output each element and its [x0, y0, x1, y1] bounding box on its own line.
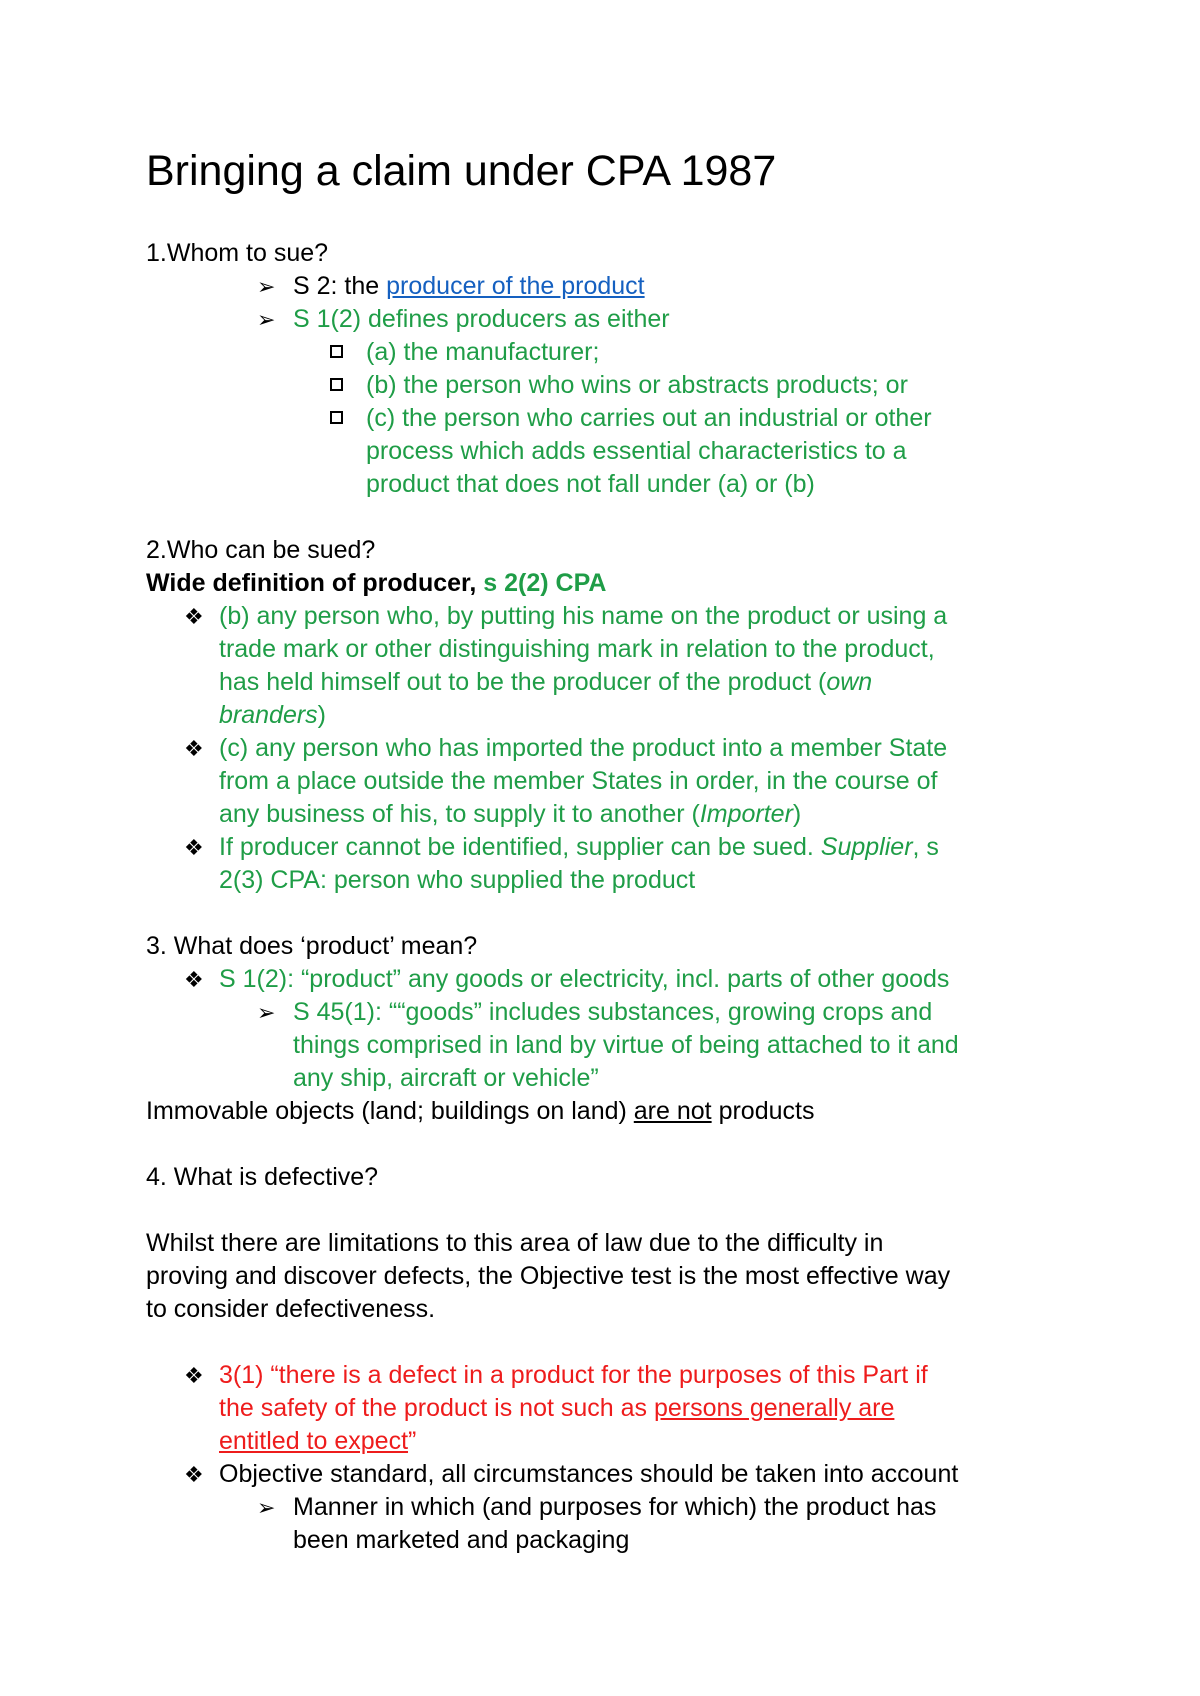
- s2-b-line-4-italic: branders: [219, 701, 318, 729]
- s2-b-line-3-text: has held himself out to be the producer of the product (: [219, 668, 827, 696]
- s3-sub-line-2: things comprised in land by virtue of being attached to it and: [293, 1031, 959, 1059]
- s4-objective-standard: Objective standard, all circumstances should be taken into account: [219, 1460, 959, 1488]
- immovable-note-text: Immovable objects (land; buildings on land): [146, 1097, 634, 1125]
- diamond-bullet-icon: ❖: [184, 736, 204, 761]
- s2-d-line-2: 2(3) CPA: person who supplied the product: [219, 866, 696, 894]
- section-1-heading: 1.Whom to sue?: [146, 239, 329, 267]
- s2-c-line-3-italic: Importer: [699, 800, 793, 828]
- diamond-bullet-icon: ❖: [184, 1363, 204, 1388]
- arrow-bullet-icon: ➢: [257, 307, 276, 332]
- s1-bullet-1: [293, 270, 645, 303]
- s4-quote-line-2: [219, 1392, 894, 1425]
- s2-b-line-4: [219, 699, 326, 732]
- square-bullet-icon: [330, 345, 343, 358]
- s2-d-line-1-close: , s: [912, 833, 939, 861]
- square-bullet-icon: [330, 411, 343, 424]
- arrow-bullet-icon: ➢: [257, 274, 276, 299]
- section-4-heading: 4. What is defective?: [146, 1163, 379, 1191]
- s1-option-c-line-2: process which adds essential characteristics to a: [366, 437, 907, 465]
- s2-d-line-1: [219, 831, 939, 864]
- s2-b-line-2: trade mark or other distinguishing mark in relation to the product,: [219, 635, 935, 663]
- s4-paragraph-line-3: to consider defectiveness.: [146, 1295, 436, 1323]
- s3-sub-line-1: S 45(1): ““goods” includes substances, growing crops and: [293, 998, 933, 1026]
- s2-c-line-3-text: any business of his, to supply it to another (: [219, 800, 700, 828]
- section-2-subheading: [146, 567, 606, 600]
- s3-sub-line-3: any ship, aircraft or vehicle”: [293, 1064, 599, 1092]
- immovable-note-underlined: are not: [633, 1097, 712, 1125]
- s4-manner-line-2: been marketed and packaging: [293, 1526, 630, 1554]
- s2-b-line-3-italic: own: [826, 668, 873, 696]
- s2-b-line-4-text: ): [317, 701, 326, 729]
- s4-paragraph-line-2: proving and discover defects, the Objective test is the most effective way: [146, 1262, 951, 1290]
- s2-c-line-3: [219, 798, 801, 831]
- s4-quote-line-2-text: the safety of the product is not such as: [219, 1394, 654, 1422]
- immovable-objects-note: [146, 1095, 814, 1128]
- s1-option-b: (b) the person who wins or abstracts products; or: [366, 371, 908, 399]
- arrow-bullet-icon: ➢: [257, 1495, 276, 1520]
- arrow-bullet-icon: ➢: [257, 1000, 276, 1025]
- immovable-note-end: products: [711, 1097, 815, 1125]
- diamond-bullet-icon: ❖: [184, 604, 204, 629]
- s4-paragraph-line-1: Whilst there are limitations to this area of law due to the difficulty in: [146, 1229, 884, 1257]
- s4-manner-line-1: Manner in which (and purposes for which) the product has: [293, 1493, 937, 1521]
- s4-quote-line-3-close: ”: [408, 1427, 417, 1455]
- document-title: Bringing a claim under CPA 1987: [146, 147, 777, 195]
- s2-c-line-2: from a place outside the member States in order, in the course of: [219, 767, 938, 795]
- diamond-bullet-icon: ❖: [184, 835, 204, 860]
- s1-bullet-1-text: S 2: the: [293, 272, 387, 300]
- producer-link[interactable]: producer of the product: [386, 272, 645, 300]
- s3-bullet-1: S 1(2): “product” any goods or electricity, incl. parts of other goods: [219, 965, 950, 993]
- s2-d-line-1-italic: Supplier: [820, 833, 913, 861]
- s1-bullet-2: S 1(2) defines producers as either: [293, 305, 670, 333]
- s2-d-line-1-text: If producer cannot be identified, supplier can be sued.: [219, 833, 821, 861]
- s2-b-line-3: [219, 666, 872, 699]
- s4-quote-line-3-underlined: entitled to expect: [219, 1427, 409, 1455]
- s2-c-line-3-close: ): [792, 800, 802, 828]
- section-3-heading: 3. What does ‘product’ mean?: [146, 932, 478, 960]
- s4-quote-line-1: 3(1) “there is a defect in a product for the purposes of this Part if: [219, 1361, 928, 1389]
- square-bullet-icon: [330, 378, 343, 391]
- s1-option-c-line-1: (c) the person who carries out an industrial or other: [366, 404, 932, 432]
- subheading-bold: Wide definition of producer,: [146, 569, 484, 597]
- s1-option-a: (a) the manufacturer;: [366, 338, 600, 366]
- diamond-bullet-icon: ❖: [184, 967, 204, 992]
- subheading-section-ref: s 2(2) CPA: [483, 569, 607, 597]
- s4-quote-line-2-underlined: persons generally are: [653, 1394, 895, 1422]
- s1-option-c-line-3: product that does not fall under (a) or (b): [366, 470, 815, 498]
- s4-quote-line-3: [219, 1425, 416, 1458]
- s2-b-line-1: (b) any person who, by putting his name on the product or using a: [219, 602, 948, 630]
- diamond-bullet-icon: ❖: [184, 1462, 204, 1487]
- section-2-heading: 2.Who can be sued?: [146, 536, 376, 564]
- s2-c-line-1: (c) any person who has imported the product into a member State: [219, 734, 948, 762]
